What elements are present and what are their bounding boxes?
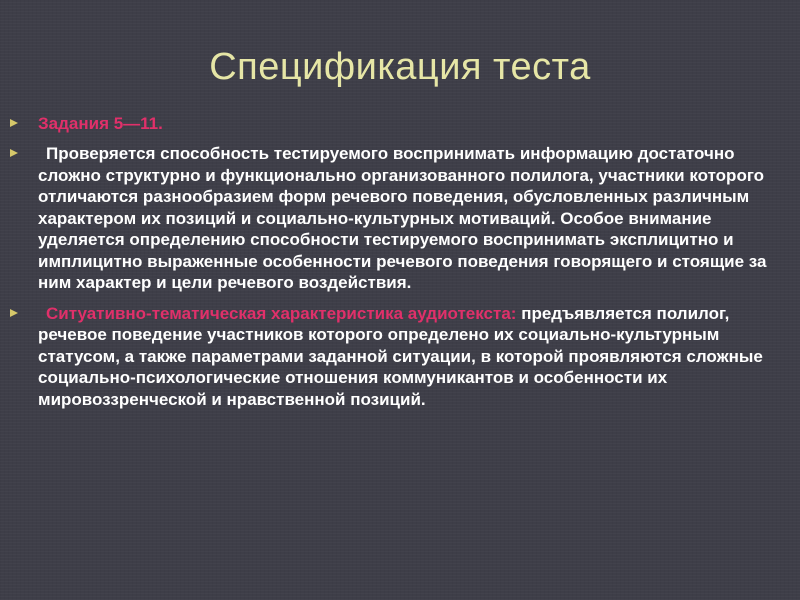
bullet-text-characteristics: предъявляется полилог, речевое поведение участников которого определено их социально-культурным статусом, а также параметрами заданной ситуации, в которой проявляются сложные социально-психологические отношения коммуникантов и особенности их мировоззренческой и нравственной позиций. bbox=[38, 303, 763, 409]
bullet-arrow-icon bbox=[10, 119, 18, 127]
bullet-item-description bbox=[0, 143, 800, 294]
bullet-heading-tasks: Задания 5—11. bbox=[38, 114, 163, 133]
slide-content bbox=[0, 113, 800, 410]
bullet-heading-characteristics: Ситуативно-тематическая характеристика аудиотекста: bbox=[46, 303, 517, 323]
bullet-item-tasks bbox=[0, 113, 800, 134]
bullet-arrow-icon bbox=[10, 149, 18, 157]
bullet-item-characteristics bbox=[0, 303, 800, 411]
slide-title: Спецификация теста bbox=[209, 46, 591, 88]
bullet-arrow-icon bbox=[10, 309, 18, 317]
bullet-text-description: Проверяется способность тестируемого воспринимать информацию достаточно сложно структурно и функционально организованного полилога, участники которого отличаются разнообразием форм речевого поведения, обусловленных различным характером их позиций и социально-культурных мотиваций. Особое внимание уделяется определению способности тестируемого воспринимать эксплицитно и имплицитно выраженные особенности речевого поведения говорящего и стоящие за ним характер и цели речевого воздействия. bbox=[38, 144, 767, 292]
